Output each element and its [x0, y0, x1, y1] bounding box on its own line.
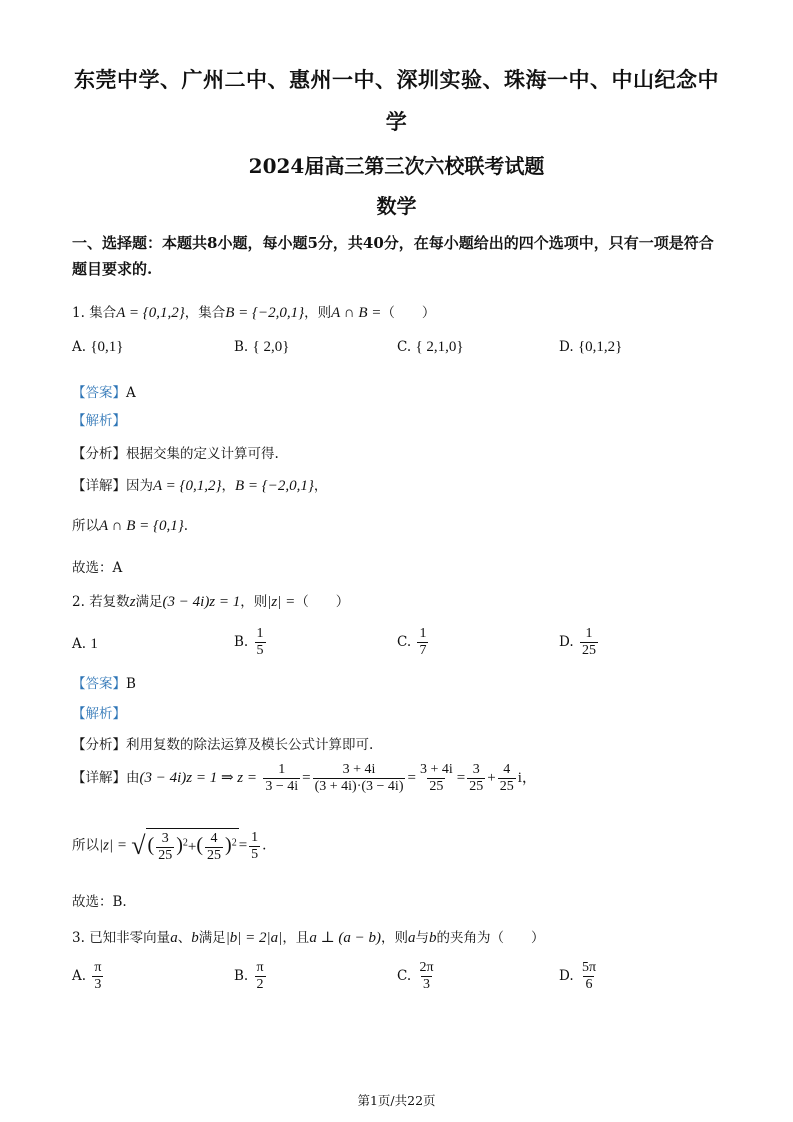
equals-sign: = [407, 770, 416, 786]
frac-den: 25 [207, 848, 222, 863]
q1-option-c-label: C. [397, 339, 412, 355]
q2-option-b-frac [255, 626, 266, 659]
sqrt-radicand: ( $\frac{3}{25}$ )$^2$+( $\frac{4}{25}$ )$^2$ [146, 828, 239, 864]
q2-frac-5 [498, 762, 516, 795]
q1-so-expr: A ∩ B = {0,1} [99, 518, 184, 534]
q2-detail-text: 由 [126, 770, 140, 786]
section-instructions: 一、选择题：本题共8小题，每小题5分，共40分，在每小题给出的四个选项中，只有一项是符合题目要求的. [72, 234, 714, 278]
q1-option-a-text: {0,1} [90, 339, 124, 355]
q3-stem-text-4: ，则 [381, 930, 409, 946]
frac-den: 25 [581, 643, 596, 658]
q2-option-c-label: C. [397, 634, 412, 650]
q2-stem-text-2: 满足 [135, 594, 163, 610]
q2-so-text: 所以 [72, 837, 99, 854]
q1-so-end: . [183, 518, 189, 534]
q1-answer [72, 381, 136, 401]
equals-sign: = [456, 770, 466, 786]
q2-result-frac [249, 830, 260, 863]
q1-fenxi [72, 442, 279, 462]
q3-option-b-frac [255, 960, 266, 993]
frac-num: 1 [585, 626, 593, 641]
q2-frac-2 [313, 762, 406, 795]
frac-den: 7 [419, 643, 427, 658]
q3-with: 与 [415, 930, 430, 946]
q2-option-b-label: B. [234, 634, 249, 650]
q2-frac-3 [418, 762, 455, 795]
q1-detail [72, 474, 327, 495]
q2-fenxi [72, 733, 373, 753]
page-footer: 第1页/共22页 [357, 1093, 436, 1108]
q3-vector-b: b [191, 930, 199, 946]
q2-option-a-label: A. [72, 636, 87, 652]
frac-num: 1 [419, 626, 427, 641]
answer-tag: 【答案】 [72, 676, 126, 692]
q2-abs-z: |z| = [99, 837, 127, 854]
answer-tag: 【答案】 [72, 385, 126, 401]
q1-option-b-label: B. [234, 339, 249, 355]
q3-vector-a: a [170, 930, 178, 946]
q3-option-d [559, 960, 600, 993]
q1-set-b: B = {−2,0,1} [225, 305, 305, 321]
q1-stem-text: 集合 [89, 305, 117, 321]
q2-detail [72, 762, 537, 795]
q3-option-b [234, 960, 268, 993]
q2-equation: (3 − 4i)z = 1 [162, 594, 241, 610]
detail-tag: 【详解】 [72, 478, 126, 494]
q2-stem-text: 若复数 [89, 594, 130, 610]
frac-num: 1 [251, 829, 259, 845]
frac-den: 2 [256, 977, 264, 992]
q3-vector-b-2: b [429, 930, 437, 946]
frac-num: 1 [278, 762, 286, 777]
fenxi-tag: 【分析】 [72, 446, 126, 462]
q1-option-c [397, 339, 464, 356]
q1-detail-set-b: B = {−2,0,1} [235, 478, 314, 494]
frac-den: 5 [251, 846, 259, 862]
q3-option-b-label: B. [234, 968, 249, 984]
q2-fenxi-text: 利用复数的除法运算及模长公式计算即可. [126, 737, 374, 753]
q2-conclusion [72, 828, 266, 864]
q2-detail-eq: (3 − 4i)z = 1 ⇒ z = [139, 770, 258, 786]
q1-paren: （ ） [381, 305, 436, 321]
q3-stem-text: 已知非零向量 [89, 930, 171, 946]
frac-den: 25 [429, 779, 444, 794]
frac-den: 25 [499, 779, 514, 794]
q1-stem [72, 301, 435, 322]
analysis-tag: 【解析】 [72, 413, 126, 429]
frac-num: 3 [161, 831, 169, 846]
q3-stem [72, 926, 545, 947]
q3-stem-text-3: ，且 [282, 930, 310, 946]
q1-detail-text: 因为 [126, 478, 153, 494]
q1-expr: A ∩ B = [331, 305, 382, 321]
detail-tag: 【详解】 [72, 770, 126, 786]
q2-stem-text-3: ，则 [240, 594, 268, 610]
frac-den: 25 [469, 779, 484, 794]
q3-number: 3. [72, 930, 85, 946]
imag-unit: i， [517, 770, 537, 786]
q3-condition-1: |b| = 2|a| [225, 930, 283, 946]
subject-title: 数学 [376, 194, 417, 218]
q3-stem-text-2: 满足 [198, 930, 226, 946]
exam-title: 2024届高三第三次六校联考试题 [248, 154, 545, 178]
q3-option-c-frac [417, 960, 435, 993]
frac-num: 1 [256, 626, 264, 641]
q2-option-c [397, 626, 430, 659]
q3-option-a-frac [92, 960, 103, 993]
q1-detail-sep: ， [221, 478, 236, 494]
q2-option-b [234, 626, 268, 659]
q2-answer-value: B [126, 676, 136, 692]
frac-num: 4 [503, 762, 511, 777]
q2-frac-4 [467, 762, 485, 795]
frac-den: 3 [422, 977, 430, 992]
sqrt-icon: √ [131, 831, 146, 860]
q1-option-a [72, 339, 124, 356]
q2-paren: （ ） [295, 594, 350, 610]
frac-num: 3 + 4i [419, 762, 453, 777]
q2-option-d-frac [580, 626, 598, 659]
equals-sign: = [302, 770, 311, 786]
q1-option-b-text: { 2,0} [252, 339, 290, 355]
frac-den: 3 − 4i [265, 779, 299, 794]
q2-choose: 故选：B. [72, 894, 127, 910]
q2-sq-frac-b [205, 831, 223, 864]
q2-option-a [72, 636, 98, 653]
q1-number: 1. [72, 305, 85, 321]
q3-option-a [72, 960, 105, 993]
q3-sep: 、 [177, 930, 192, 946]
q1-conclusion [72, 514, 188, 535]
frac-den: 25 [158, 848, 173, 863]
frac-num: π [94, 960, 102, 975]
plus-sign: + [187, 839, 197, 855]
frac-den: 5 [256, 643, 264, 658]
frac-num: 3 + 4i [342, 762, 376, 777]
q1-set-a: A = {0,1,2} [116, 305, 185, 321]
q3-option-a-label: A. [72, 968, 87, 984]
q2-analysis-tag [72, 702, 126, 722]
q1-option-a-label: A. [72, 339, 87, 355]
q1-detail-set-a: A = {0,1,2} [153, 478, 222, 494]
q1-option-d [559, 339, 622, 356]
q1-so-text: 所以 [72, 518, 99, 534]
q1-option-d-text: {0,1,2} [577, 339, 623, 355]
q3-option-d-frac [580, 960, 598, 993]
analysis-tag: 【解析】 [72, 706, 126, 722]
q2-option-d [559, 626, 600, 659]
plus-sign: + [487, 770, 496, 786]
q1-fenxi-text: 根据交集的定义计算可得. [126, 446, 279, 462]
q2-sq-frac-a [156, 831, 174, 864]
q3-option-c [397, 960, 438, 993]
q3-option-d-label: D. [559, 968, 574, 984]
frac-den: (3 + 4i)·(3 − 4i) [314, 779, 404, 794]
q1-analysis-tag [72, 409, 126, 429]
q2-number: 2. [72, 594, 85, 610]
q2-option-d-label: D. [559, 634, 574, 650]
q2-stem [72, 590, 349, 611]
frac-den: 6 [585, 977, 593, 992]
q3-stem-tail: 的夹角为（ ） [436, 930, 545, 946]
frac-num: 3 [472, 762, 480, 777]
q2-option-a-text: 1 [90, 636, 98, 652]
school-list-line2: 学 [385, 109, 408, 134]
q1-option-c-text: { 2,1,0} [415, 339, 464, 355]
q1-answer-value: A [126, 385, 136, 401]
frac-num: 4 [210, 831, 218, 846]
equals-sign: = [238, 837, 248, 854]
q2-answer [72, 672, 136, 692]
q3-condition-2: a ⊥ (a − b) [309, 930, 382, 946]
q1-stem-text-3: ，则 [304, 305, 332, 321]
q2-so-end: . [262, 837, 267, 854]
frac-den: 3 [94, 977, 102, 992]
q1-option-b [234, 339, 289, 356]
q1-stem-text-2: ，集合 [184, 305, 226, 321]
school-list-line1: 东莞中学、广州二中、惠州一中、深圳实验、珠海一中、中山纪念中 [74, 67, 719, 92]
q2-frac-1 [263, 762, 300, 795]
q2-abs-z: |z| = [267, 594, 296, 610]
q1-choose: 故选：A [72, 560, 123, 576]
q1-option-d-label: D. [559, 339, 574, 355]
frac-num: 2π [419, 960, 434, 975]
q2-var-z: z [129, 594, 136, 610]
q3-option-c-label: C. [397, 968, 412, 984]
q2-option-c-frac [417, 626, 428, 659]
frac-num: π [256, 960, 264, 975]
q3-vector-a-2: a [408, 930, 416, 946]
q1-detail-end: ， [313, 478, 328, 494]
fenxi-tag: 【分析】 [72, 737, 126, 753]
frac-num: 5π [581, 960, 597, 975]
